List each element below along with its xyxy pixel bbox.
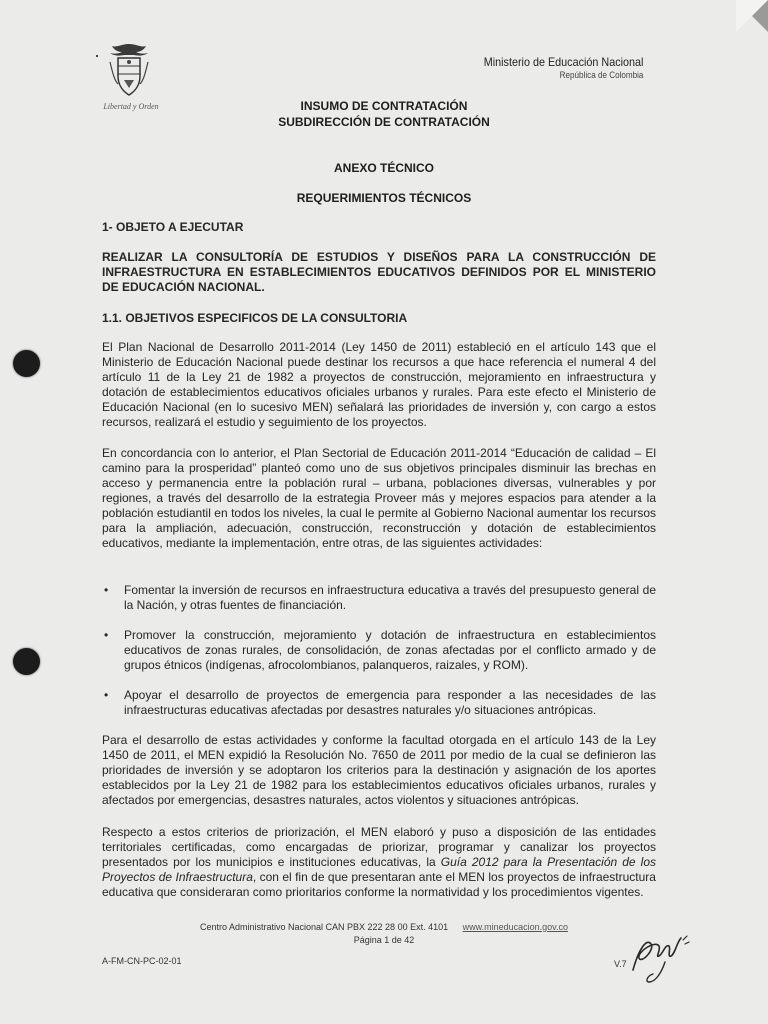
bullet-icon: • bbox=[104, 628, 109, 642]
scan-speck bbox=[96, 55, 98, 57]
list-item-text: Apoyar el desarrollo de proyectos de emergencia para responder a las necesidades de las infraestructuras educativas afectadas por desastres naturales y/o situaciones antrópicas. bbox=[124, 688, 656, 717]
bullet-icon: • bbox=[104, 583, 109, 597]
object-statement: REALIZAR LA CONSULTORÍA DE ESTUDIOS Y DISEÑOS PARA LA CONSTRUCCIÓN DE INFRAESTRUCTURA EN ESTABLECIMIENTOS EDUCATIVOS DEFINIDOS POR EL MINISTERIO DE EDUCACIÓN NACIONAL. bbox=[102, 250, 656, 294]
ministry-header bbox=[466, 55, 643, 80]
paragraph-plan-sectorial: En concordancia con lo anterior, el Plan Sectorial de Educación 2011-2014 “Educación de calidad – El camino para la prosperidad” planteó como uno de sus objetivos principales disminuir las brechas en acceso y permanencia entre la población rural – urbana, poblaciones diversas, vulnerables y por regiones, a través del desarrollo de la estrategia Proveer más y mejores espacios para atender a la población estudiantil en todos los niveles, la cual le permite al Gobierno Nacional aumentar los recursos para la ampliación, adecuación, construcción, reconstrucción y dotación de establecimientos educativos, mediante la implementación, entre otras, de las siguientes actividades: bbox=[102, 446, 656, 550]
section-1-heading: 1- OBJETO A EJECUTAR bbox=[102, 220, 244, 234]
motto-text: Libertad y Orden bbox=[103, 102, 159, 111]
document-code: A-FM-CN-PC-02-01 bbox=[102, 956, 182, 966]
list-item bbox=[102, 628, 656, 673]
footer-page-number: Página 1 de 42 bbox=[353, 935, 415, 945]
bullet-icon: • bbox=[104, 688, 109, 702]
list-item-text: Fomentar la inversión de recursos en infraestructura educativa a través del presupuesto general de la Nación, y otras fuentes de financiación. bbox=[124, 583, 656, 612]
punch-hole-upper bbox=[13, 350, 40, 377]
activities-list bbox=[102, 583, 656, 718]
paragraph-priorizacion-start: Respecto a estos criterios de priorización, el MEN elaboró y puso a disposición de las entidades territoriales certificadas, como encargadas de priorizar, programar y canalizar los proyectos presentados por los municipios e instituciones educativas, la bbox=[102, 825, 656, 869]
colombia-coat-of-arms-icon bbox=[104, 40, 154, 100]
document-version: V.7 bbox=[614, 959, 627, 969]
paragraph-priorizacion-end: , con el fin de que presentaran ante el MEN los proyectos de infraestructura educativa que consideraran como prioritarios conforme la normatividad y los procedimientos vigentes. bbox=[102, 870, 656, 899]
title-subdireccion: SUBDIRECCIÓN DE CONTRATACIÓN bbox=[278, 115, 490, 129]
list-item bbox=[102, 583, 656, 613]
list-item bbox=[102, 688, 656, 718]
paragraph-resolucion: Para el desarrollo de estas actividades y conforme la facultad otorgada en el artículo 143 de la Ley 1450 de 2011, el MEN expidió la Resolución No. 7650 de 2011 por medio de la cual se definieron las prioridades de inversión y se adoptaron los criterios para la destinación y asignación de los aportes establecidos por la Ley 21 de 1982 para los establecimientos educativos oficiales urbanos, rurales y afectados por emergencias, desastres naturales, actos violentos y situaciones antrópicas. bbox=[102, 733, 656, 807]
footer-address: Centro Administrativo Nacional CAN PBX 222 28 00 Ext. 4101 bbox=[199, 922, 449, 932]
page-corner-fold-shadow bbox=[736, 0, 768, 32]
guide-title: Guía 2012 para la Presentación de los Proyectos de Infraestructura bbox=[102, 855, 657, 884]
handwritten-signature-icon bbox=[625, 918, 695, 988]
ministry-name: Ministerio de Educación Nacional bbox=[483, 55, 643, 69]
paragraph-plan-nacional: El Plan Nacional de Desarrollo 2011-2014 (Ley 1450 de 2011) estableció en el artículo 143 que el Ministerio de Educación Nacional puede destinar los recursos a que hace referencia el numeral 4 del artículo 11 de la Ley 21 de 1982 a proyectos de construcción, mejoramiento en infraestructura y dotación de establecimientos educativos oficiales urbanos y rurales. Para este efecto el Ministerio de Educación Nacional (en lo sucesivo MEN) señalará las prioridades de inversión y, con cargo a estos recursos, realizará el estudio y seguimiento de los proyectos. bbox=[102, 340, 656, 429]
title-insumo: INSUMO DE CONTRATACIÓN bbox=[300, 99, 468, 113]
footer-website-link[interactable]: www.mineducacion.gov.co bbox=[462, 922, 569, 932]
list-item-text: Promover la construcción, mejoramiento y dotación de infraestructura en establecimientos educativos de zonas rurales, de consolidación, de zonas afectadas por el conflicto armado y de grupos étnicos (indígenas, afrocolombianos, palanqueros, raizales, y ROM). bbox=[124, 628, 656, 672]
punch-hole-lower bbox=[13, 648, 40, 675]
republic-name: República de Colombia bbox=[559, 70, 643, 80]
section-1-1-heading: 1.1. OBJETIVOS ESPECIFICOS DE LA CONSULTORIA bbox=[102, 311, 408, 325]
title-anexo: ANEXO TÉCNICO bbox=[333, 161, 434, 175]
title-requerimientos: REQUERIMIENTOS TÉCNICOS bbox=[296, 191, 472, 205]
paragraph-priorizacion bbox=[102, 825, 656, 900]
